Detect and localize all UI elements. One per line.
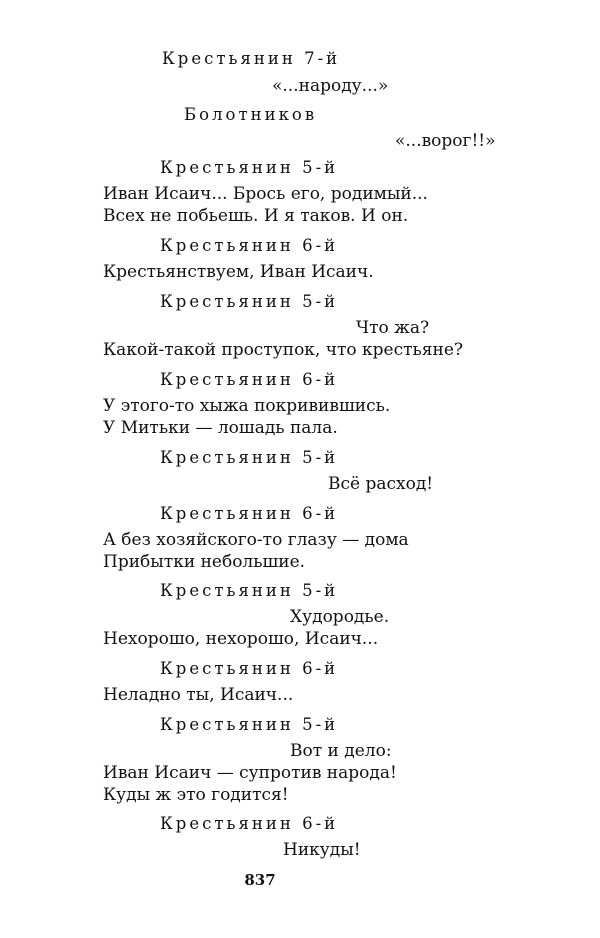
speaker-heading: Крестьянин 6-й [160, 504, 339, 523]
speaker-heading: Крестьянин 6-й [160, 236, 339, 255]
dialogue-line: Какой-такой проступок, что крестьяне? [103, 340, 463, 360]
dialogue-line: Куды ж это годится! [103, 785, 289, 805]
dialogue-line: Худородье. [290, 607, 390, 627]
dialogue-line: Иван Исаич — супротив народа! [103, 763, 397, 783]
speaker-heading: Крестьянин 6-й [160, 814, 339, 833]
dialogue-line: Всех не побьешь. И я таков. И он. [103, 206, 409, 226]
speaker-heading: Крестьянин 5-й [160, 448, 339, 467]
dialogue-line: Вот и дело: [290, 741, 392, 761]
dialogue-line: «...народу...» [272, 76, 389, 96]
dialogue-line: Что жа? [356, 318, 430, 338]
dialogue-line: Крестьянствуем, Иван Исаич. [103, 262, 374, 282]
dialogue-line: Прибытки небольшие. [103, 552, 306, 572]
speaker-heading: Крестьянин 7-й [162, 49, 341, 68]
dialogue-line: Нехорошо, нехорошо, Исаич... [103, 629, 379, 649]
dialogue-line: А без хозяйского-то глазу — дома [103, 530, 409, 550]
dialogue-line: У Митьки — лошадь пала. [103, 418, 338, 438]
speaker-heading: Крестьянин 6-й [160, 659, 339, 678]
speaker-heading: Болотников [184, 105, 318, 124]
speaker-heading: Крестьянин 5-й [160, 715, 339, 734]
speaker-heading: Крестьянин 6-й [160, 370, 339, 389]
dialogue-line: Неладно ты, Исаич... [103, 685, 294, 705]
dialogue-line: У этого-то хыжа покривившись. [103, 396, 391, 416]
speaker-heading: Крестьянин 5-й [160, 581, 339, 600]
page-number: 837 [244, 871, 276, 889]
speaker-heading: Крестьянин 5-й [160, 158, 339, 177]
dialogue-line: Всё расход! [328, 474, 434, 494]
speaker-heading: Крестьянин 5-й [160, 292, 339, 311]
dialogue-line: Иван Исаич... Брось его, родимый... [103, 184, 428, 204]
dialogue-line: Никуды! [283, 840, 361, 860]
dialogue-line: «...ворог!!» [395, 131, 496, 151]
